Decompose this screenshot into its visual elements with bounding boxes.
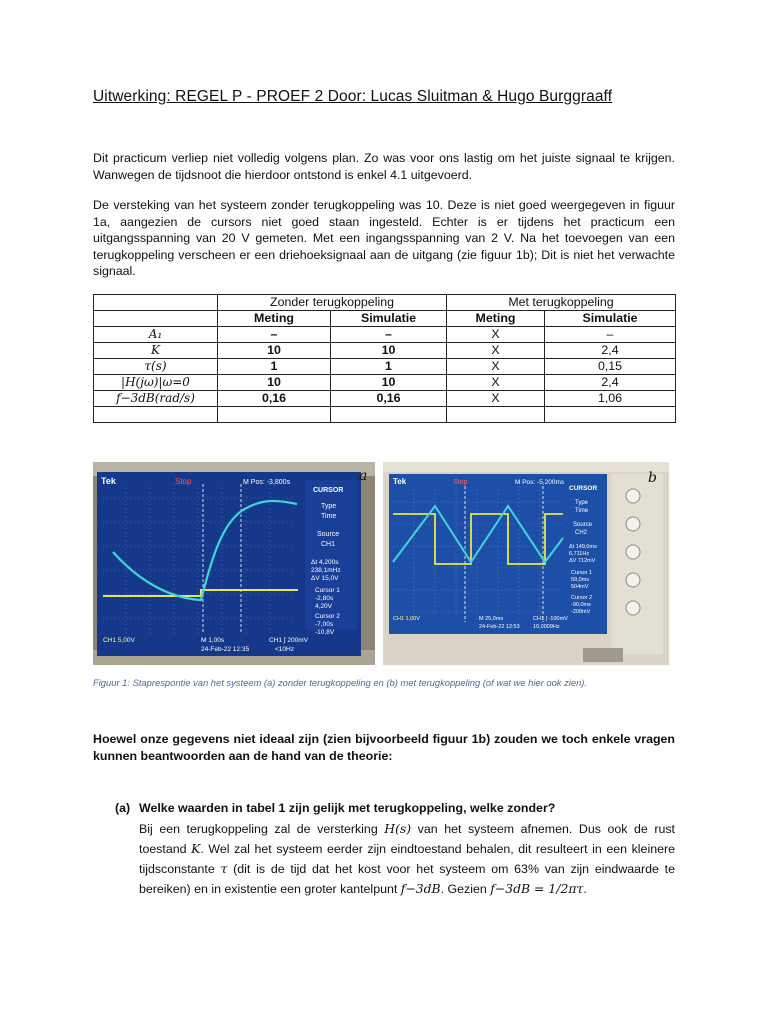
scope-date: 24-Feb-22 12:35 [201,646,250,653]
table-subheader-row [94,311,676,327]
answer-text: van het systeem afnemen. Dus ook de rust toestand [139,822,675,856]
answer-text: (dit is de tijd dat het kost voor het systeem om 63% van zijn eindwaarde te bereiken) en in existentie een groter kantelpunt [139,862,675,896]
cursor2-line: -10,8V [315,629,335,636]
answer-text: Bij een terugkoppeling zal de versterking [139,822,385,836]
menu-item: Type [321,503,337,510]
menu-title: CURSOR [313,487,344,494]
menu-item: Time [321,513,337,520]
answer-math: f−3dB [400,881,441,896]
table-row [94,359,676,375]
table-cell: X [447,359,545,375]
answer-math: K [191,841,201,856]
cursor2-line: Cursor 2 [315,613,340,620]
scope-freq: <10Hz [275,646,294,653]
answer-math: f−3dB = 1/2πτ [490,881,584,896]
row-label: A₁ [94,327,218,343]
question-title: Welke waarden in tabel 1 zijn gelijk met terugkoppeling, welke zonder? [139,801,556,815]
table-row [94,343,676,359]
subheader-cell: Simulatie [545,311,676,327]
scope-date: 24-Feb-22 12:53 [479,624,520,630]
cursor1-line: 59,0ms [571,577,590,583]
table-row [94,407,676,423]
readout-line: ΔV 15,0V [311,575,339,582]
table-cell: 10 [331,375,447,391]
scope-mode: Stop [175,477,192,486]
table-cell [545,407,676,423]
versterking-paragraph: De versteking van het systeem zonder terugkoppeling was 10. Deze is niet goed weergegeven in figuur 1a, aangezien de cursors niet goed staan ingesteld. Echter is er tijdens het practicum een uitgangsspanning van 20 V gemeten. Met een ingangsspanning van 2 V. Na het toevoegen van een terugkoppeling verscheen er een driehoeksignaal aan de uitgang (zie figuur 1b); Dit is niet het verwachte signaal. [93,198,675,279]
group-header-met: Met terugkoppeling [447,295,676,311]
intro-paragraph: Dit practicum verliep niet volledig volgens plan. Zo was voor ons lastig om het juiste signaal te krijgen. Wanwegen de tijdsnoot die hierdoor ontstond is enkel 4.1 uitgevoerd. [93,151,675,182]
cursor2-line: -90,0ms [571,602,591,608]
table-cell [218,407,331,423]
table-cell: – [218,327,331,343]
table-cell: 1 [331,359,447,375]
table-cell: 0,15 [545,359,676,375]
table-corner-cell [94,295,218,311]
table-cell: X [447,391,545,407]
cursor1-line: -2,80s [315,595,334,602]
table-header-row [94,295,676,311]
table-row [94,391,676,407]
question-label: (a) [115,801,131,815]
table-cell: 1 [218,359,331,375]
group-header-zonder: Zonder terugkoppeling [218,295,447,311]
table-row [94,327,676,343]
cursor2-line: -208mV [571,609,591,615]
figure-letter: a [359,468,368,484]
table-cell: X [447,375,545,391]
row-label: τ(s) [94,359,218,375]
figure-caption: Figuur 1: Staprespontie van het systeem (a) zonder terugkoppeling en (b) met terugkoppeling (of wat we hier ook zien). [93,677,588,688]
row-label: K [94,343,218,359]
answer-text: . [583,882,587,896]
bottom-trigger: CH1 ∫ -100mV [533,616,568,622]
bottom-timebase: M 25,0ms [479,616,504,622]
answer-text: . Wel zal het systeem eerder zijn eindtoestand behalen, dit resulteert in een kleinere tijdsconstante [139,842,675,876]
cursor1-line: Cursor 1 [571,570,593,576]
subheader-cell: Meting [447,311,545,327]
answer-math: τ [220,861,228,876]
readout-line: Δt 4,200s [311,559,339,566]
gegevens-paragraph [93,731,675,764]
page-title: Uitwerking: REGEL P - PROEF 2 Door: Lucas Sluitman & Hugo Burggraaff [93,88,613,105]
readout-line: Δt 149,0ms [569,544,597,550]
figure-letter: b [648,470,657,486]
table-cell: 10 [218,375,331,391]
scope-mpos: M Pos: -5,200ms [515,479,565,486]
row-label [94,407,218,423]
table-cell: 0,16 [218,391,331,407]
menu-item: CH2 [575,530,588,536]
answer-text: . Gezien [440,882,491,896]
table-cell: 0,16 [331,391,447,407]
question-answer [139,819,675,899]
cursor2-line: -7,00s [315,621,334,628]
table-cell: 1,06 [545,391,676,407]
cursor2-line: Cursor 2 [571,595,593,601]
scope-freq: 10,0009Hz [533,624,560,630]
figure-1b-scope-photo [383,462,669,665]
cursor1-line: Cursor 1 [315,587,340,594]
table-cell: 10 [331,343,447,359]
menu-item: Source [317,531,340,538]
row-label: |H(jω)|ω=0 [94,375,218,391]
table-cell [331,407,447,423]
cursor1-line: 504mV [571,584,589,590]
bottom-ch1: CH1 5,00V [103,637,135,644]
table-cell: 2,4 [545,343,676,359]
subheader-cell: Meting [218,311,331,327]
table-cell: 10 [218,343,331,359]
table-cell: X [447,327,545,343]
menu-item: CH1 [321,541,336,548]
readout-line: 238,1mHz [311,567,341,574]
table-cell: 2,4 [545,375,676,391]
table-cell: X [447,343,545,359]
subheader-cell: Simulatie [331,311,447,327]
table-cell [447,407,545,423]
readout-line: ΔV 712mV [569,558,596,564]
scope-mode: Stop [453,479,468,486]
scope-brand: Tek [393,477,407,486]
results-table [93,294,676,423]
menu-item: Source [573,522,593,528]
answer-math: H(s) [384,821,412,836]
menu-item: Type [575,500,589,506]
gegevens-text: Hoewel onze gegevens niet ideaal zijn (zien bijvoorbeeld figuur 1b) zouden we toch enkele vragen kunnen beantwoorden aan de hand van de theorie: [93,732,675,763]
scope-mpos: M Pos: -3,800s [243,479,291,486]
menu-item: Time [575,508,589,514]
table-cell: – [545,327,676,343]
menu-title: CURSOR [569,485,598,492]
scope-brand: Tek [101,476,116,486]
bottom-timebase: M 1,00s [201,637,225,644]
readout-line: 6,711Hz [569,551,590,557]
table-cell: – [331,327,447,343]
bottom-trigger: CH1 ∫ 200mV [269,637,308,644]
cursor1-line: 4,20V [315,603,332,610]
bottom-ch1: CH1 1,00V [393,616,420,622]
table-row [94,375,676,391]
figure-1a-scope-photo [93,462,375,665]
row-label: f−3dB(rad/s) [94,391,218,407]
